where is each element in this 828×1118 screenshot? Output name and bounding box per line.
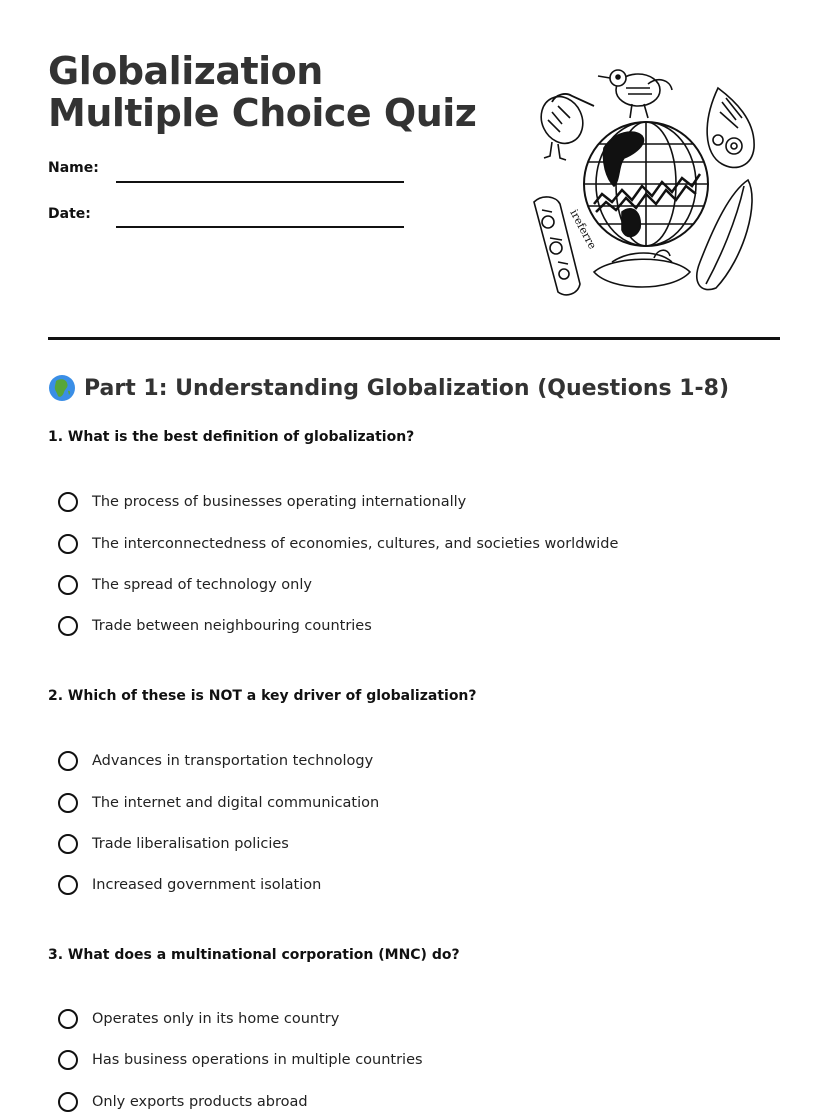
option-label: Operates only in its home country [92,1011,340,1027]
q1-option-d[interactable] [58,616,372,636]
bowl-icon [594,250,690,287]
option-label: Trade between neighbouring countries [92,618,372,634]
page-title: Globalization Multiple Choice Quiz [48,49,477,135]
question-3: 3. What does a multinational corporation (MNC) do? [48,947,460,963]
globe-illustration [522,62,770,298]
option-label: The process of businesses operating internationally [92,494,467,510]
illustration-caption: ireferre [567,207,599,252]
q3-option-c[interactable] [58,1092,308,1112]
radio-button[interactable] [58,575,78,595]
option-label: The interconnectedness of economies, cultures, and societies worldwide [92,536,619,552]
radio-button[interactable] [58,492,78,512]
radio-button[interactable] [58,534,78,554]
option-label: Has business operations in multiple countries [92,1052,423,1068]
radio-button[interactable] [58,793,78,813]
carving-icon [707,88,754,167]
q1-option-c[interactable] [58,575,312,595]
radio-button[interactable] [58,1009,78,1029]
question-2: 2. Which of these is NOT a key driver of globalization? [48,688,477,704]
name-label: Name: [48,160,99,176]
date-field[interactable] [116,226,404,228]
section-divider [48,337,780,340]
option-label: The internet and digital communication [92,795,380,811]
question-1: 1. What is the best definition of globalization? [48,429,415,445]
radio-button[interactable] [58,1092,78,1112]
q2-option-a[interactable] [58,751,373,771]
q3-option-b[interactable] [58,1050,423,1070]
radio-button[interactable] [58,834,78,854]
option-label: Only exports products abroad [92,1094,308,1110]
option-label: The spread of technology only [92,577,312,593]
globe-icon [584,122,708,246]
radio-button[interactable] [58,875,78,895]
name-field[interactable] [116,181,404,183]
q3-option-a[interactable] [58,1009,339,1029]
kiwi-bird-icon [534,90,594,160]
q2-option-c[interactable] [58,834,289,854]
bird-icon [598,70,672,118]
part-1-title: Part 1: Understanding Globalization (Questions 1-8) [84,375,730,401]
q1-option-b[interactable] [58,534,618,554]
option-label: Advances in transportation technology [92,753,374,769]
q1-option-a[interactable] [58,492,466,512]
date-label: Date: [48,206,91,222]
q2-option-d[interactable] [58,875,321,895]
option-label: Increased government isolation [92,877,322,893]
part-1-heading [48,374,729,402]
radio-button[interactable] [58,1050,78,1070]
option-label: Trade liberalisation policies [92,836,289,852]
radio-button[interactable] [58,751,78,771]
globe-africa-emoji-icon [48,374,76,402]
q2-option-b[interactable] [58,793,379,813]
radio-button[interactable] [58,616,78,636]
